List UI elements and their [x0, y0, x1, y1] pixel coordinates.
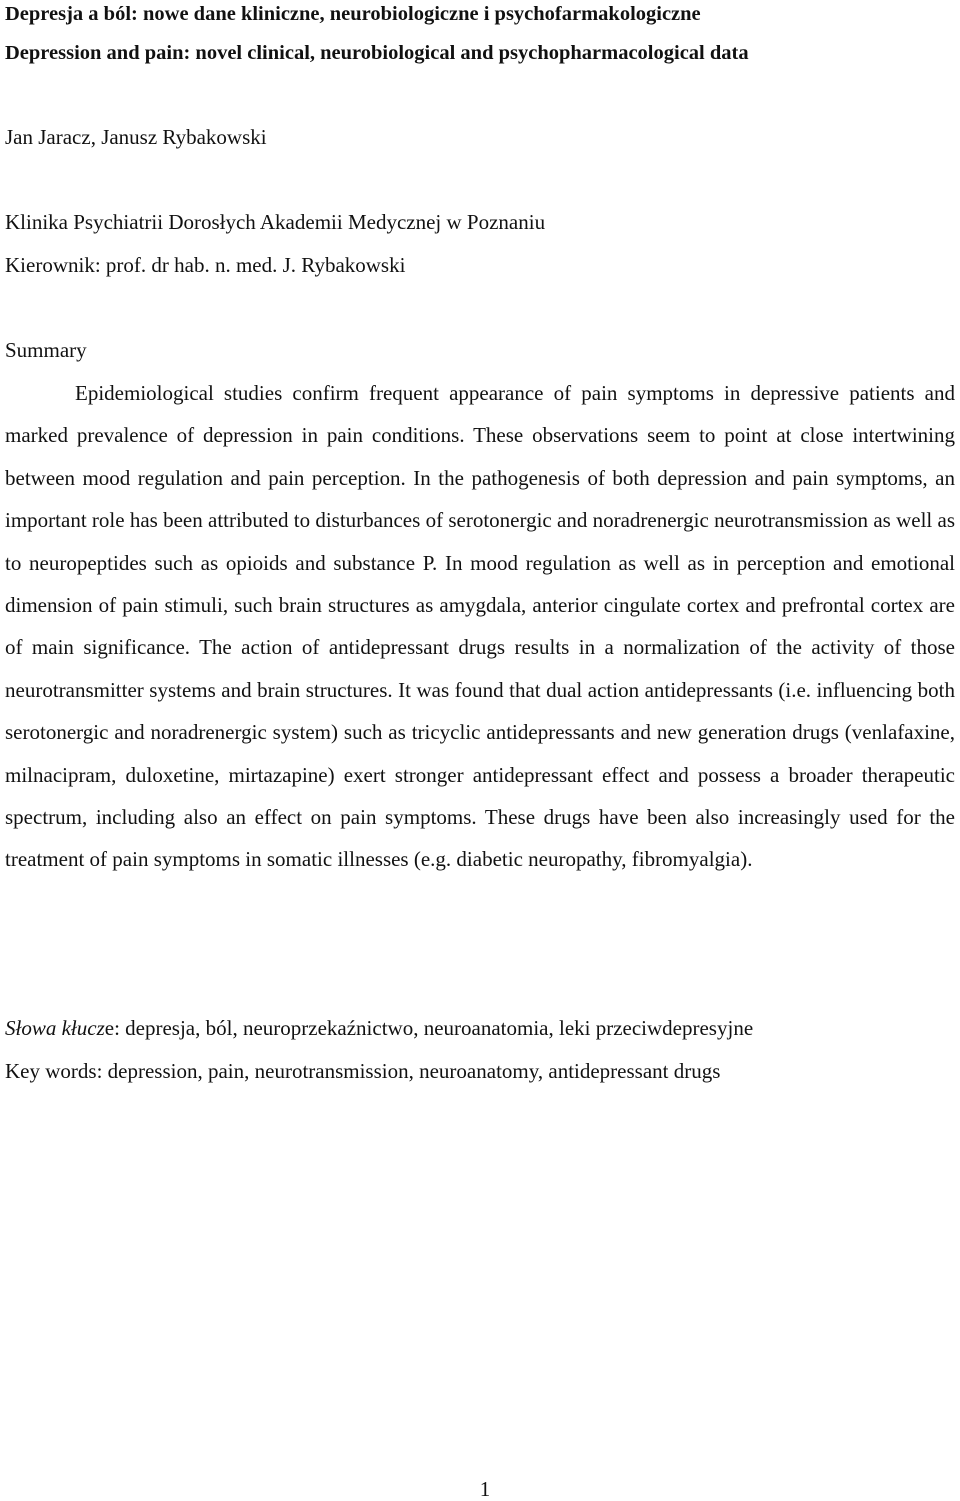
keywords-english-label: Key words: — [5, 1059, 103, 1083]
head-of-department: Kierownik: prof. dr hab. n. med. J. Rybakowski — [5, 253, 406, 277]
authors: Jan Jaracz, Janusz Rybakowski — [5, 125, 267, 149]
title-english: Depression and pain: novel clinical, neurobiological and psychopharmacological data — [5, 42, 749, 64]
title-polish: Depresja a ból: nowe dane kliniczne, neurobiologiczne i psychofarmakologiczne — [5, 3, 701, 25]
keywords-english — [5, 1058, 720, 1084]
affiliation: Klinika Psychiatrii Dorosłych Akademii Medycznej w Poznaniu — [5, 210, 546, 234]
keywords-polish-text: depresja, ból, neuroprzekaźnictwo, neuroanatomia, leki przeciwdepresyjne — [119, 1016, 754, 1040]
keywords-english-text: depression, pain, neurotransmission, neuroanatomy, antidepressant drugs — [102, 1059, 721, 1083]
page-number: 1 — [479, 1477, 491, 1501]
summary-heading: Summary — [5, 338, 87, 362]
summary-text: Epidemiological studies confirm frequent appearance of pain symptoms in depressive patients and marked prevalence of depression in pain conditions. These observations seem to point at close intertwining between mood regulation and pain perception. In the pathogenesis of both depression and pain symptoms, an important role has been attributed to disturbances of serotonergic and noradrenergic neurotransmission as well as to neuropeptides such as opioids and substance P. In mood regulation as well as in perception and emotional dimension of pain stimuli, such brain structures as amygdala, anterior cingulate cortex and prefrontal cortex are of main significance. The action of antidepressant drugs results in a normalization of the activity of those neurotransmitter systems and brain structures. It was found that dual action antidepressants (i.e. influencing both serotonergic and noradrenergic system) such as tricyclic antidepressants and new generation drugs (venlafaxine, milnacipram, duloxetine, mirtazapine) exert stronger antidepressant effect and possess a broader therapeutic spectrum, including also an effect on pain symptoms. These drugs have been also increasingly used for the treatment of pain symptoms in somatic illnesses (e.g. diabetic neuropathy, fibromyalgia). — [5, 381, 955, 872]
keywords-polish-label: Słowa kłucz — [5, 1016, 105, 1040]
keywords-polish — [5, 1015, 753, 1041]
keywords-polish-label-suffix: e: — [104, 1016, 120, 1040]
